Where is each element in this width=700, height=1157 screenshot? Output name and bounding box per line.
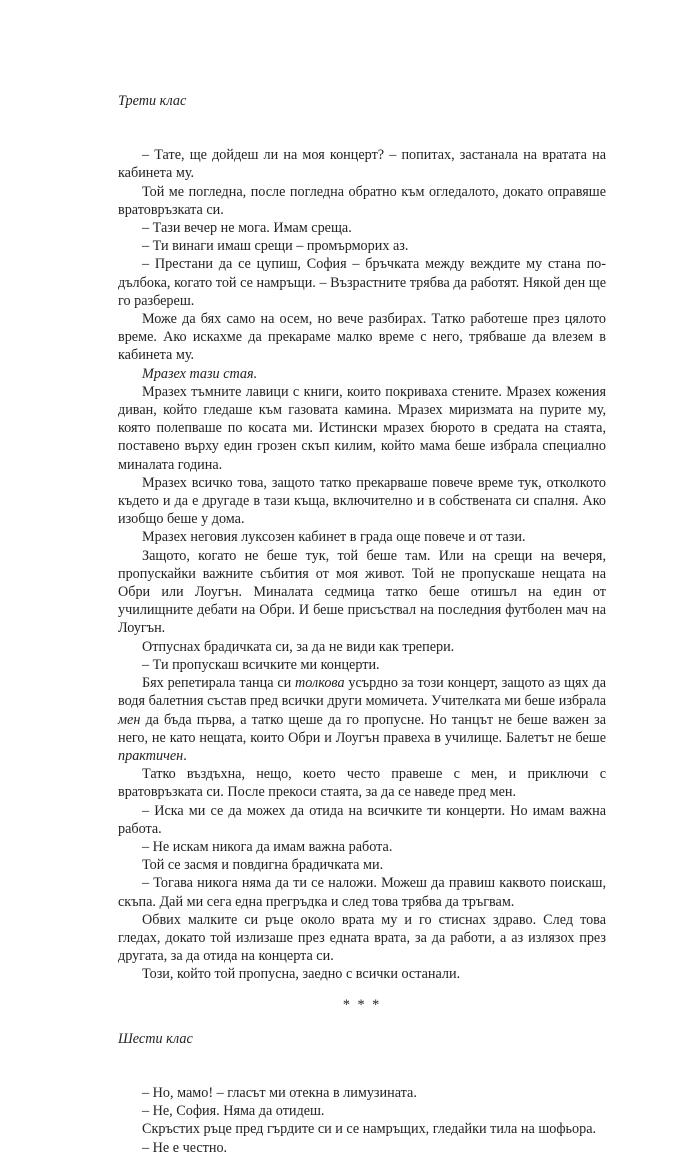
paragraph: – Престани да се цупиш, София – бръчката между веждите му стана по-дълбока, когато той се намръщи. – Възрастните трябва да работят. Някой ден ще го разбереш. — [118, 256, 606, 309]
section-title: Трети клас — [118, 93, 187, 109]
paragraph: Скръстих ръце пред гърдите си и се намръщих, гледайки тила на шофьора. — [142, 1121, 597, 1138]
emphasis: толкова — [295, 675, 345, 692]
paragraph: – Не искам никога да имам важна работа. — [142, 838, 393, 855]
paragraph: Той ме погледна, после погледна обратно към огледалото, докато оправяше вратовръзката си. — [118, 183, 606, 218]
paragraph: – Ти винаги имаш срещи – промърморих аз. — [142, 238, 409, 255]
paragraph: Бях репетирала танца си толкова усърдно за този концерт, защото аз щях да водя балетния състав пред всички други момичета. Учителката ми беше избрала мен да бъда първа, а татко щеше да го пропусне. Но танцът не беше важен за него, не като нещата, които Обри и Лоугън правеха в училище. Балетът не беше практичен. — [118, 675, 606, 764]
paragraph: Защото, когато не беше тук, той беше там. Или на срещи на вечеря, пропускайки важните събития от моя живот. Той не пропускаше нещата на Обри или Лоугън. Миналата седмица татко беше отишъл на един от училищните дебати на Обри. И беше присъствал на последния футболен мач на Лоугън. — [118, 547, 606, 637]
paragraph: Мразех всичко това, защото татко прекарваше повече време тук, отколкото където и да е другаде в тази къща, включително и в собствената си спалня. Ако изобщо беше у дома. — [118, 474, 606, 528]
blank-line — [118, 1066, 606, 1084]
section-title: Шести клас — [118, 1030, 193, 1047]
paragraph: – Но, мамо! – гласът ми отекна в лимузината. — [142, 1084, 417, 1101]
paragraph: – Тази вечер не мога. Имам среща. — [142, 220, 352, 237]
emphasis: Мразех тази стая. — [142, 365, 258, 382]
section-separator: * * * — [342, 996, 382, 1013]
paragraph: Обвих малките си ръце около врата му и го стиснах здраво. След това гледах, докато той излизаше през едната врата, за да работи, а аз излязох през другата, за да отида на концерта си. — [118, 911, 606, 965]
paragraph: Той се засмя и повдигна брадичката ми. — [142, 857, 384, 874]
paragraph: Татко въздъхна, нещо, което често правеше с мен, и приключи с вратовръзката си. После прекоси стаята, за да се наведе пред мен. — [118, 766, 606, 801]
blank-line — [118, 128, 606, 146]
paragraph: Мразех неговия луксозен кабинет в града още повече и от тази. — [142, 529, 526, 546]
paragraph: Отпуснах брадичката си, за да не види как трепери. — [142, 638, 455, 655]
paragraph: – Ти пропускаш всичките ми концерти. — [142, 656, 380, 673]
paragraph: Може да бях само на осем, но вече разбирах. Татко работеше през цялото време. Ако искахме да прекараме малко време с него, трябваше да влезем в кабинета му. — [118, 311, 606, 364]
paragraph: – Иска ми се да можех да отида на всичките ти концерти. Но имам важна работа. — [118, 802, 606, 837]
paragraph: – Не е честно. — [142, 1139, 228, 1156]
paragraph: – Тате, ще дойдеш ли на моя концерт? – попитах, застанала на вратата на кабинета му. — [118, 147, 606, 182]
emphasis: практичен — [118, 747, 184, 764]
paragraph: – Не, София. Няма да отидеш. — [142, 1103, 325, 1120]
paragraph — [118, 365, 606, 383]
paragraph: – Тогава никога няма да ти се наложи. Можеш да правиш каквото поискаш, скъпа. Дай ми сега една прегръдка и след това трябва да тръгвам. — [118, 875, 606, 910]
emphasis: Мразех — [142, 365, 186, 382]
paragraph: Мразех тъмните лавици с книги, които покриваха стените. Мразех кожения диван, който гледаше към газовата камина. Мразех миризмата на пурите му, която полепваше по косата ми. Истински мразех бюрото в средата на стаята, поставено върху един грозен скъп килим, който мама беше избрала специално миналата година. — [118, 383, 606, 473]
emphasis: мен — [118, 711, 141, 728]
paragraph: Този, който той пропусна, заедно с всички останали. — [142, 966, 461, 983]
